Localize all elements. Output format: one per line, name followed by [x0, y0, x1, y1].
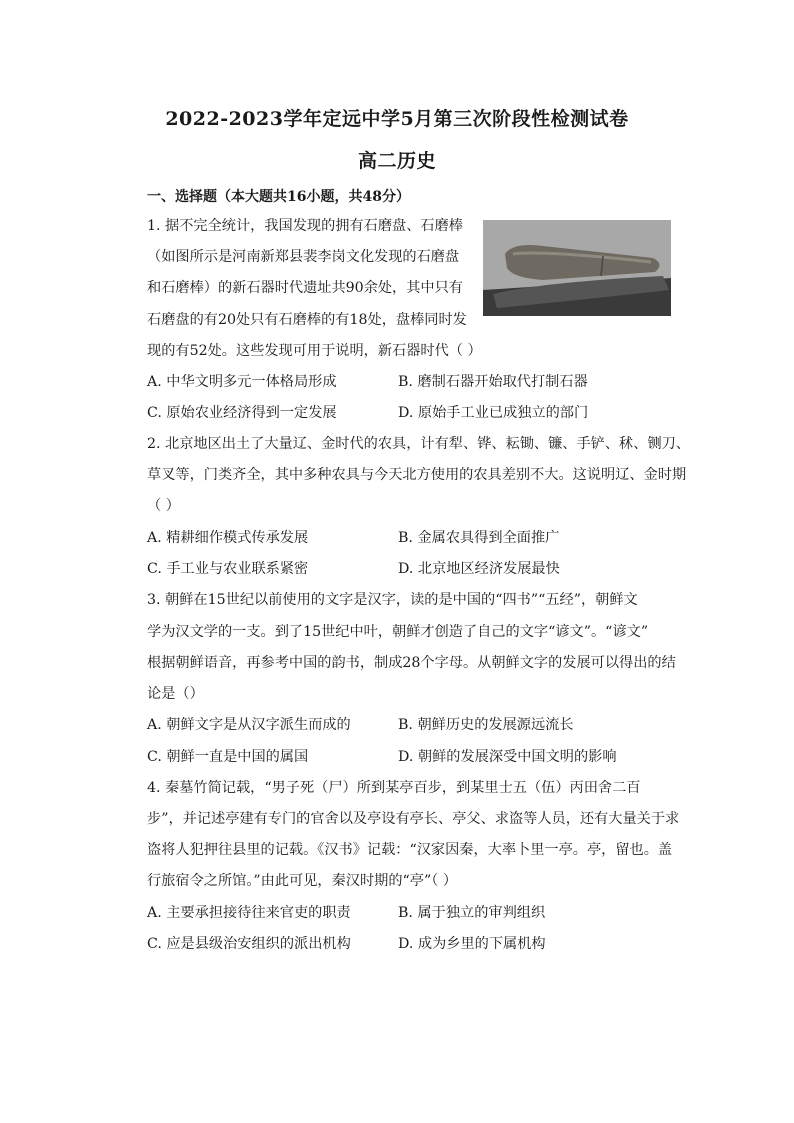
q1-option-b[interactable]: B. 磨制石器开始取代打制石器 [398, 374, 588, 390]
q2-option-d[interactable]: D. 北京地区经济发展最快 [398, 561, 560, 577]
q4-option-d[interactable]: D. 成为乡里的下属机构 [398, 936, 546, 952]
q3-option-c[interactable]: C. 朝鲜一直是中国的属国 [147, 749, 309, 765]
section-heading: 一、选择题（本大题共16小题，共48分） [147, 189, 410, 205]
q4-line-3: 盗将人犯押往县里的记载。《汉书》记载：“汉家因秦，大率卜里一亭。亭，留也。盖 [147, 842, 673, 858]
q1-option-d[interactable]: D. 原始手工业已成独立的部门 [398, 405, 589, 421]
q1-line-3: 和石磨棒）的新石器时代遗址共90余处，其中只有 [147, 280, 463, 296]
q4-option-a[interactable]: A. 主要承担接待往来官吏的职责 [147, 905, 351, 921]
q4-option-b[interactable]: B. 属于独立的审判组织 [398, 905, 546, 921]
grinding-stone-illustration [483, 220, 671, 316]
q4-line-2: 步”，并记述亭建有专门的官舍以及亭设有亭长、亭父、求盗等人员，还有大量关于求 [147, 811, 680, 827]
q2-line-3: （ ） [147, 498, 180, 514]
q4-line-4: 行旅宿令之所馆。”由此可见，秦汉时期的“亭”（ ） [147, 873, 458, 889]
q1-line-1: 1. 据不完全统计，我国发现的拥有石磨盘、石磨棒 [147, 218, 463, 234]
q3-option-d[interactable]: D. 朝鲜的发展深受中国文明的影响 [398, 749, 617, 765]
q3-line-4: 论是（） [147, 686, 204, 702]
q2-option-a[interactable]: A. 精耕细作模式传承发展 [147, 530, 309, 546]
q3-line-2: 学为汉文学的一支。到了15世纪中叶，朝鲜才创造了自己的文字“谚文”。“谚文” [147, 624, 649, 640]
q3-option-b[interactable]: B. 朝鲜历史的发展源远流长 [398, 717, 574, 733]
q4-option-c[interactable]: C. 应是县级治安组织的派出机构 [147, 936, 351, 952]
q2-line-1: 2. 北京地区出土了大量辽、金时代的农具，计有犁、铧、耘锄、镰、手铲、秫、铡刀、 [147, 436, 690, 452]
q2-line-2: 草叉等，门类齐全，其中多种农具与今天北方使用的农具差别不大。这说明辽、金时期 [147, 467, 687, 483]
q3-option-a[interactable]: A. 朝鲜文字是从汉字派生而成的 [147, 717, 351, 733]
q1-line-2: （如图所示是河南新郑县裴李岗文化发现的石磨盘 [147, 249, 460, 265]
q3-line-1: 3. 朝鲜在15世纪以前使用的文字是汉字，读的是中国的“四书”“五经”，朝鲜文 [147, 592, 638, 608]
grinding-stone-photo [483, 220, 671, 316]
q1-option-c[interactable]: C. 原始农业经济得到一定发展 [147, 405, 337, 421]
q1-line-5: 现的有52处。这些发现可用于说明，新石器时代（ ） [147, 343, 482, 359]
q1-option-a[interactable]: A. 中华文明多元一体格局形成 [147, 374, 337, 390]
q4-line-1: 4. 秦墓竹简记载，“男子死（尸）所到某亭百步，到某里士五（伍）丙田舍二百 [147, 780, 641, 796]
q2-option-c[interactable]: C. 手工业与农业联系紧密 [147, 561, 309, 577]
q1-line-4: 石磨盘的有20处只有石磨棒的有18处，盘棒同时发 [147, 312, 467, 328]
q2-option-b[interactable]: B. 金属农具得到全面推广 [398, 530, 560, 546]
q3-line-3: 根据朝鲜语音，再参考中国的韵书，制成28个字母。从朝鲜文字的发展可以得出的结 [147, 655, 676, 671]
exam-subtitle: 高二历史 [357, 150, 436, 172]
exam-title: 2022-2023学年定远中学5月第三次阶段性检测试卷 [165, 108, 629, 130]
